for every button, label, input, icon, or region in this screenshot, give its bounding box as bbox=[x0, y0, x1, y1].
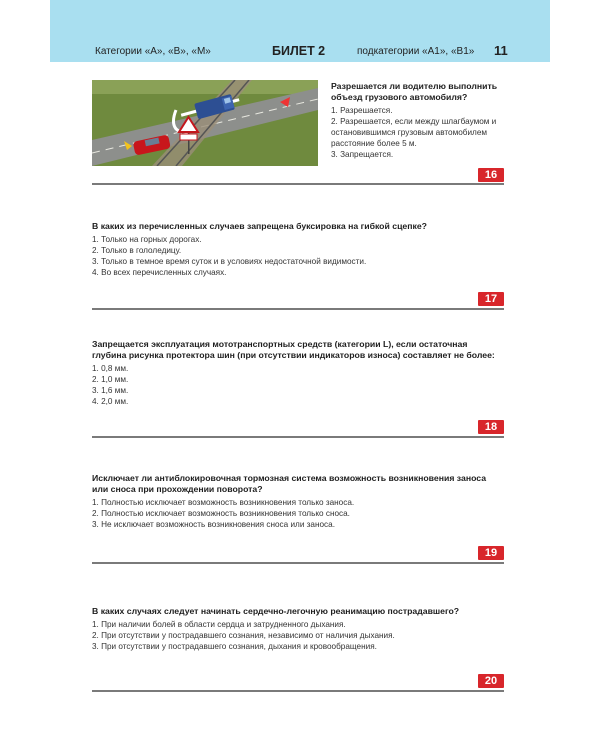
question-17-divider bbox=[92, 308, 504, 310]
question-18-title: Запрещается эксплуатация мототранспортных средств (категории L), если остаточная глубина рисунка протектора шин (при отсутствии индикаторов износа) составляет не более: bbox=[92, 339, 495, 360]
question-20-answer-2: 2. При отсутствии у пострадавшего сознания, независимо от наличия дыхания. bbox=[92, 631, 395, 640]
railway-crossing-scene-icon bbox=[92, 80, 318, 166]
question-16-number-badge: 16 bbox=[478, 168, 504, 182]
question-19-title: Исключает ли антиблокировочная тормозная система возможность возникновения заноса или сноса при прохождении поворота? bbox=[92, 473, 487, 494]
question-20-answer-1: 1. При наличии болей в области сердца и затрудненного дыхания. bbox=[92, 620, 346, 629]
question-20 bbox=[92, 606, 504, 652]
question-17-answer-2: 2. Только в гололедицу. bbox=[92, 246, 182, 255]
question-18 bbox=[92, 339, 504, 407]
question-18-answer-2: 2. 1,0 мм. bbox=[92, 375, 129, 384]
page-header bbox=[50, 0, 550, 62]
question-16-answer-3: 3. Запрещается. bbox=[331, 150, 394, 159]
question-20-divider bbox=[92, 690, 504, 692]
question-16-title: Разрешается ли водителю выполнить объезд грузового автомобиля? bbox=[331, 81, 498, 102]
question-18-answer-3: 3. 1,6 мм. bbox=[92, 386, 129, 395]
question-20-answer-3: 3. При отсутствии у пострадавшего сознания, дыхания и кровообращения. bbox=[92, 642, 377, 651]
question-16-answer-1: 1. Разрешается. bbox=[331, 106, 393, 115]
question-18-answer-4: 4. 2,0 мм. bbox=[92, 397, 129, 406]
page-number: 11 bbox=[494, 43, 508, 58]
categories-label: Категории «А», «В», «М» bbox=[95, 46, 211, 57]
question-19-number-badge: 19 bbox=[478, 546, 504, 560]
question-19-answer-1: 1. Полностью исключает возможность возникновения только заноса. bbox=[92, 498, 355, 507]
question-16 bbox=[331, 81, 511, 160]
question-17-answer-1: 1. Только на горных дорогах. bbox=[92, 235, 202, 244]
question-16-divider bbox=[92, 183, 504, 185]
question-19-answer-2: 2. Полностью исключает возможность возникновения только сноса. bbox=[92, 509, 350, 518]
question-19-divider bbox=[92, 562, 504, 564]
question-18-answer-1: 1. 0,8 мм. bbox=[92, 364, 129, 373]
question-17 bbox=[92, 221, 504, 278]
question-17-answer-3: 3. Только в темное время суток и в условиях недостаточной видимости. bbox=[92, 257, 367, 266]
question-20-title: В каких случаях следует начинать сердечно-легочную реанимацию пострадавшего? bbox=[92, 606, 460, 616]
question-19 bbox=[92, 473, 504, 530]
question-20-number-badge: 20 bbox=[478, 674, 504, 688]
question-17-title: В каких из перечисленных случаев запрещена буксировка на гибкой сцепке? bbox=[92, 221, 427, 231]
question-17-answer-4: 4. Во всех перечисленных случаях. bbox=[92, 268, 227, 277]
question-18-number-badge: 18 bbox=[478, 420, 504, 434]
ticket-title: БИЛЕТ 2 bbox=[272, 44, 326, 58]
subcategories-label: подкатегории «А1», «В1» bbox=[357, 46, 475, 57]
question-16-illustration bbox=[92, 80, 318, 166]
question-17-number-badge: 17 bbox=[478, 292, 504, 306]
question-16-answer-2: 2. Разрешается, если между шлагбаумом и остановившимся грузовым автомобилем расстояние более 5 м. bbox=[331, 117, 497, 148]
question-19-answer-3: 3. Не исключает возможность возникновения сноса или заноса. bbox=[92, 520, 335, 529]
question-18-divider bbox=[92, 436, 504, 438]
